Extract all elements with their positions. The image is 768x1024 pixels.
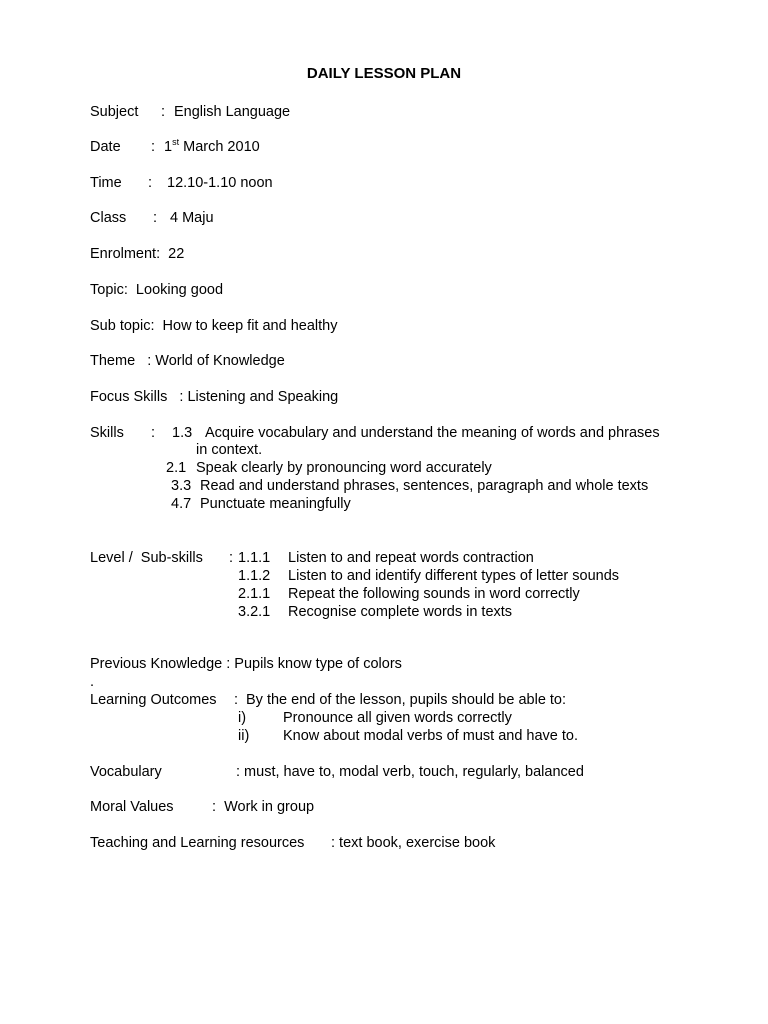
enrolment-line: Enrolment: 22 — [90, 246, 185, 262]
learning-outcomes-separator: : — [234, 692, 239, 708]
vocabulary-label: Vocabulary — [90, 764, 162, 780]
sub-skill-text: Recognise complete words in texts — [288, 604, 513, 620]
outcome-number: i) — [238, 710, 247, 726]
skill-code: 4.7 — [171, 496, 192, 512]
date-rest: March 2010 — [179, 139, 260, 155]
level-separator: : — [229, 550, 234, 566]
skill-text: Acquire vocabulary and understand the meaning of words and phrases — [205, 425, 660, 441]
sub-topic-line: Sub topic: How to keep fit and healthy — [90, 318, 338, 334]
time-label: Time — [90, 175, 122, 191]
date-suffix: st — [172, 137, 180, 147]
sub-skill-text: Listen to and repeat words contraction — [288, 550, 534, 566]
time-separator: : — [148, 175, 153, 191]
date-value — [164, 139, 260, 156]
skill-text: in context. — [196, 442, 263, 458]
skill-code: 3.3 — [171, 478, 192, 494]
class-label: Class — [90, 210, 127, 226]
focus-skills-line: Focus Skills : Listening and Speaking — [90, 389, 339, 405]
page-title: DAILY LESSON PLAN — [306, 65, 462, 82]
topic-line: Topic: Looking good — [90, 282, 224, 298]
moral-values-label: Moral Values — [90, 799, 174, 815]
subject-value: English Language — [174, 104, 291, 120]
sub-skill-code: 1.1.1 — [238, 550, 271, 566]
skill-code: 1.3 — [172, 425, 193, 441]
sub-skill-code: 1.1.2 — [238, 568, 271, 584]
sub-skill-text: Listen to and identify different types of letter sounds — [288, 568, 620, 584]
sub-skill-code: 3.2.1 — [238, 604, 271, 620]
skill-text: Read and understand phrases, sentences, paragraph and whole texts — [200, 478, 649, 494]
skills-label: Skills — [90, 425, 124, 441]
theme-line: Theme : World of Knowledge — [90, 353, 285, 369]
resources-value: : text book, exercise book — [331, 835, 496, 851]
skill-text: Speak clearly by pronouncing word accurately — [196, 460, 492, 476]
outcome-text: Know about modal verbs of must and have to. — [283, 728, 579, 744]
learning-outcomes-label: Learning Outcomes — [90, 692, 217, 708]
skills-separator: : — [151, 425, 156, 441]
vocabulary-value: : must, have to, modal verb, touch, regularly, balanced — [236, 764, 584, 780]
level-label: Level / Sub-skills — [90, 550, 203, 566]
date-label: Date — [90, 139, 121, 155]
class-value: 4 Maju — [170, 210, 214, 226]
learning-outcomes-intro: By the end of the lesson, pupils should be able to: — [246, 692, 567, 708]
sub-skill-text: Repeat the following sounds in word correctly — [288, 586, 580, 602]
skill-code: 2.1 — [166, 460, 187, 476]
outcome-text: Pronounce all given words correctly — [283, 710, 512, 726]
subject-separator: : — [161, 104, 166, 120]
date-separator: : — [151, 139, 156, 155]
skill-text: Punctuate meaningfully — [200, 496, 351, 512]
time-value: 12.10-1.10 noon — [167, 175, 273, 191]
stray-period: . — [90, 674, 95, 690]
date-day: 1 — [164, 139, 173, 155]
subject-label: Subject — [90, 104, 139, 120]
moral-values-value: : Work in group — [212, 799, 315, 815]
sub-skill-code: 2.1.1 — [238, 586, 271, 602]
resources-label: Teaching and Learning resources — [90, 835, 305, 851]
outcome-number: ii) — [238, 728, 250, 744]
previous-knowledge-line: Previous Knowledge : Pupils know type of colors — [90, 656, 402, 672]
class-separator: : — [153, 210, 158, 226]
